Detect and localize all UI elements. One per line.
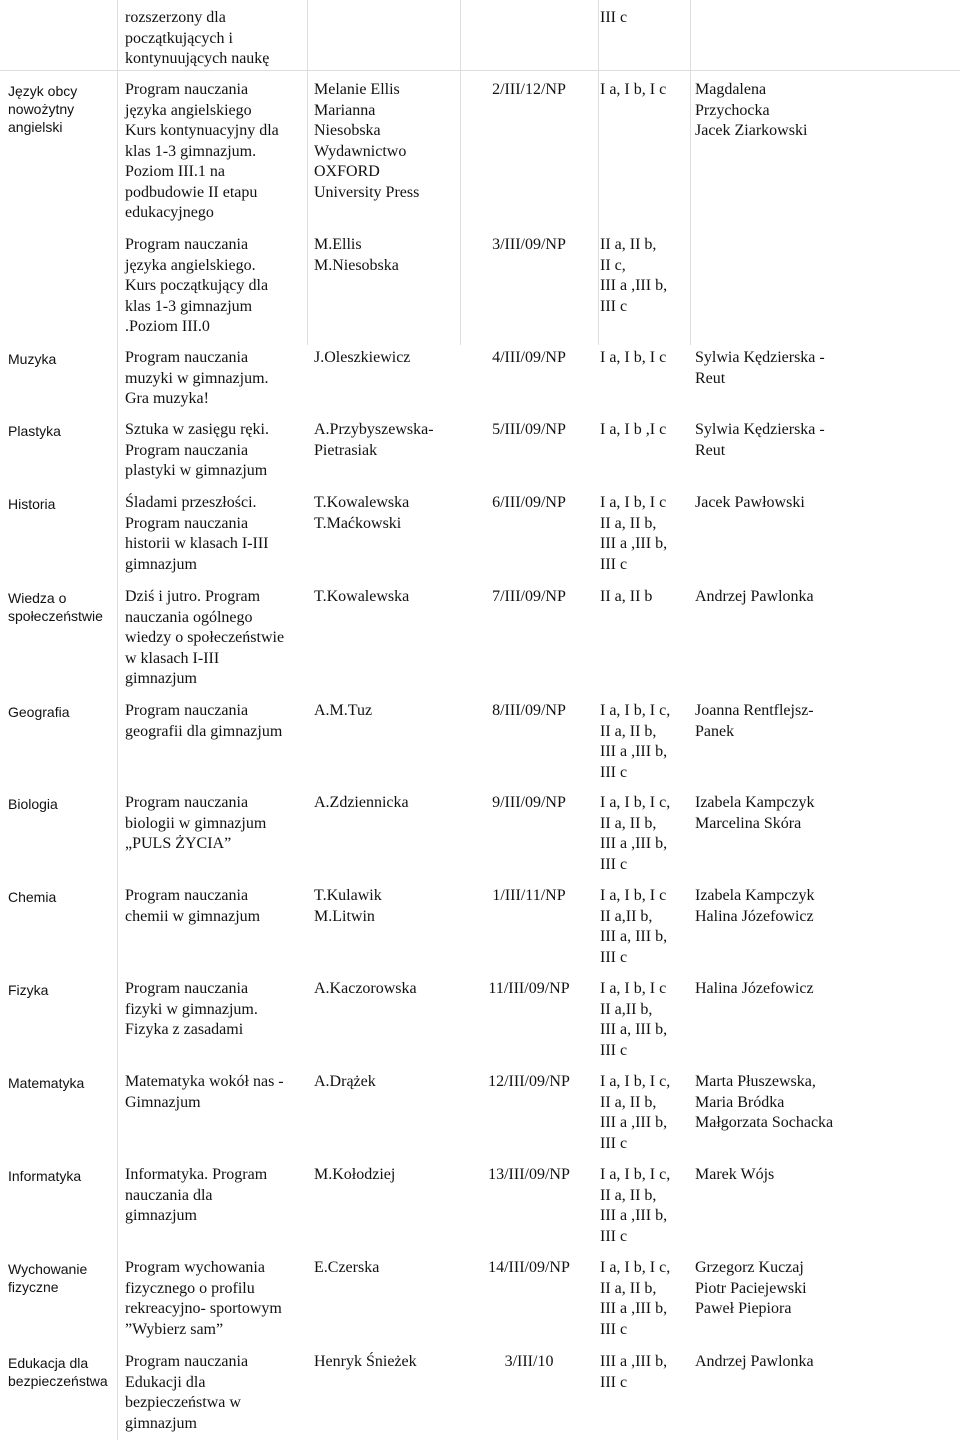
classes-cell: I a, I b, I c [600,349,667,366]
classes-cell: II a, II b, II c, III a ,III b, III c [600,236,668,315]
classes-cell: I a, I b, I c II a,II b, III a, III b, III c [600,980,668,1059]
program-cell: Program nauczania muzyki w gimnazjum. Gra muzyka! [125,349,269,407]
column-divider [307,0,308,345]
subject-cell: Muzyka [8,351,57,367]
authors-cell: M.Ellis M.Niesobska [314,236,399,274]
teachers-cell: Andrzej Pawlonka [695,588,814,605]
program-cell: Program wychowania fizycznego o profilu rekreacyjno- sportowym ”Wybierz sam” [125,1259,282,1338]
teachers-cell: Sylwia Kędzierska - Reut [695,349,825,387]
classes-cell: I a, I b, I c II a,II b, III a, III b, III c [600,887,668,966]
teachers-cell: Magdalena Przychocka Jacek Ziarkowski [695,81,808,139]
authors-cell: T.Kowalewska [314,588,410,605]
teachers-cell: Joanna Rentflejsz- Panek [695,702,814,740]
program-cell: Śladami przeszłości. Program nauczania historii w klasach I-III gimnazjum [125,494,269,573]
subject-cell: Historia [8,496,56,512]
authors-cell: M.Kołodziej [314,1166,396,1183]
subject-cell: Matematyka [8,1075,85,1091]
program-cell: Program nauczania chemii w gimnazjum [125,887,261,925]
subject-cell: Plastyka [8,423,61,439]
program-number-cell: 6/III/09/NP [492,494,566,511]
classes-cell: I a, I b, I c, II a, II b, III a ,III b, III c [600,702,671,781]
teachers-cell: Andrzej Pawlonka [695,1353,814,1370]
authors-cell: A.Drążek [314,1073,376,1090]
program-number-cell: 1/III/11/NP [492,887,566,904]
program-number-cell: 14/III/09/NP [488,1259,570,1276]
subject-cell: Informatyka [8,1168,82,1184]
classes-cell: I a, I b, I c II a, II b, III a ,III b, III c [600,494,668,573]
authors-cell: T.Kulawik M.Litwin [314,887,382,925]
program-number-cell: 8/III/09/NP [492,702,566,719]
program-number-cell: 2/III/12/NP [492,81,566,98]
program-number-cell: 3/III/09/NP [492,236,566,253]
authors-cell: J.Oleszkiewicz [314,349,411,366]
row-divider [0,70,960,71]
teachers-cell: Sylwia Kędzierska - Reut [695,421,825,459]
authors-cell: Henryk Śnieżek [314,1353,417,1370]
classes-cell: II a, II b [600,588,653,605]
teachers-cell: Grzegorz Kuczaj Piotr Paciejewski Paweł Piepiora [695,1259,807,1317]
program-cell: Program nauczania geografii dla gimnazjum [125,702,283,740]
classes-cell: I a, I b, I c [600,81,667,98]
teachers-cell: Izabela Kampczyk Halina Józefowicz [695,887,815,925]
subject-cell: Wiedza o społeczeństwie [8,590,103,624]
program-cell: Informatyka. Program nauczania dla gimnazjum [125,1166,268,1224]
teachers-cell: Marek Wójs [695,1166,775,1183]
program-number-cell: 7/III/09/NP [492,588,566,605]
program-number-cell: 11/III/09/NP [488,980,570,997]
classes-cell: III a ,III b, III c [600,1353,668,1391]
authors-cell: A.M.Tuz [314,702,373,719]
authors-cell: T.Kowalewska T.Maćkowski [314,494,410,532]
subject-cell: Edukacja dla bezpieczeństwa [8,1355,108,1389]
subject-cell: Biologia [8,796,58,812]
authors-cell: A.Kaczorowska [314,980,417,997]
authors-cell: Melanie Ellis Marianna Niesobska Wydawnictwo OXFORD University Press [314,81,420,201]
subject-cell: Geografia [8,704,70,720]
teachers-cell: Marta Płuszewska, Maria Bródka Małgorzata Sochacka [695,1073,834,1131]
subject-cell: Fizyka [8,982,49,998]
classes-cell: I a, I b, I c, II a, II b, III a ,III b, III c [600,1259,671,1338]
program-cell: Program nauczania fizyki w gimnazjum. Fizyka z zasadami [125,980,258,1038]
column-divider [117,0,118,1440]
program-cell: Program nauczania biologii w gimnazjum „PULS ŻYCIA” [125,794,267,852]
teachers-cell: Izabela Kampczyk Marcelina Skóra [695,794,815,832]
program-cell: Program nauczania języka angielskiego Kurs kontynuacyjny dla klas 1-3 gimnazjum. Poziom III.1 na podbudowie II etapu edukacyjnego [125,81,279,221]
program-cell: Sztuka w zasięgu ręki. Program nauczania plastyki w gimnazjum [125,421,269,479]
program-number-cell: 5/III/09/NP [492,421,566,438]
program-number-cell: 12/III/09/NP [488,1073,570,1090]
program-number-cell: 3/III/10 [504,1353,554,1370]
authors-cell: A.Przybyszewska- Pietrasiak [314,421,434,459]
subject-cell: Język obcy nowożytny angielski [8,83,78,135]
teachers-cell: Halina Józefowicz [695,980,814,997]
program-cell: Matematyka wokół nas - Gimnazjum [125,1073,284,1111]
classes-cell: I a, I b ,I c [600,421,667,438]
classes-cell: III c [600,9,628,26]
program-cell: rozszerzony dla początkujących i kontynuujących naukę [125,9,270,67]
program-cell: Program nauczania języka angielskiego. Kurs początkujący dla klas 1-3 gimnazjum .Poziom III.0 [125,236,269,335]
classes-cell: I a, I b, I c, II a, II b, III a ,III b, III c [600,1073,671,1152]
program-number-cell: 13/III/09/NP [488,1166,570,1183]
subject-cell: Wychowanie fizyczne [8,1261,88,1295]
program-number-cell: 4/III/09/NP [492,349,566,366]
program-number-cell: 9/III/09/NP [492,794,566,811]
column-divider [598,0,599,345]
subject-cell: Chemia [8,889,57,905]
authors-cell: A.Zdziennicka [314,794,409,811]
classes-cell: I a, I b, I c, II a, II b, III a ,III b, III c [600,794,671,873]
authors-cell: E.Czerska [314,1259,380,1276]
classes-cell: I a, I b, I c, II a, II b, III a ,III b, III c [600,1166,671,1245]
teachers-cell: Jacek Pawłowski [695,494,805,511]
program-cell: Program nauczania Edukacji dla bezpieczeństwa w gimnazjum [125,1353,249,1432]
program-cell: Dziś i jutro. Program nauczania ogólnego wiedzy o społeczeństwie w klasach I-III gimnazjum [125,588,285,687]
